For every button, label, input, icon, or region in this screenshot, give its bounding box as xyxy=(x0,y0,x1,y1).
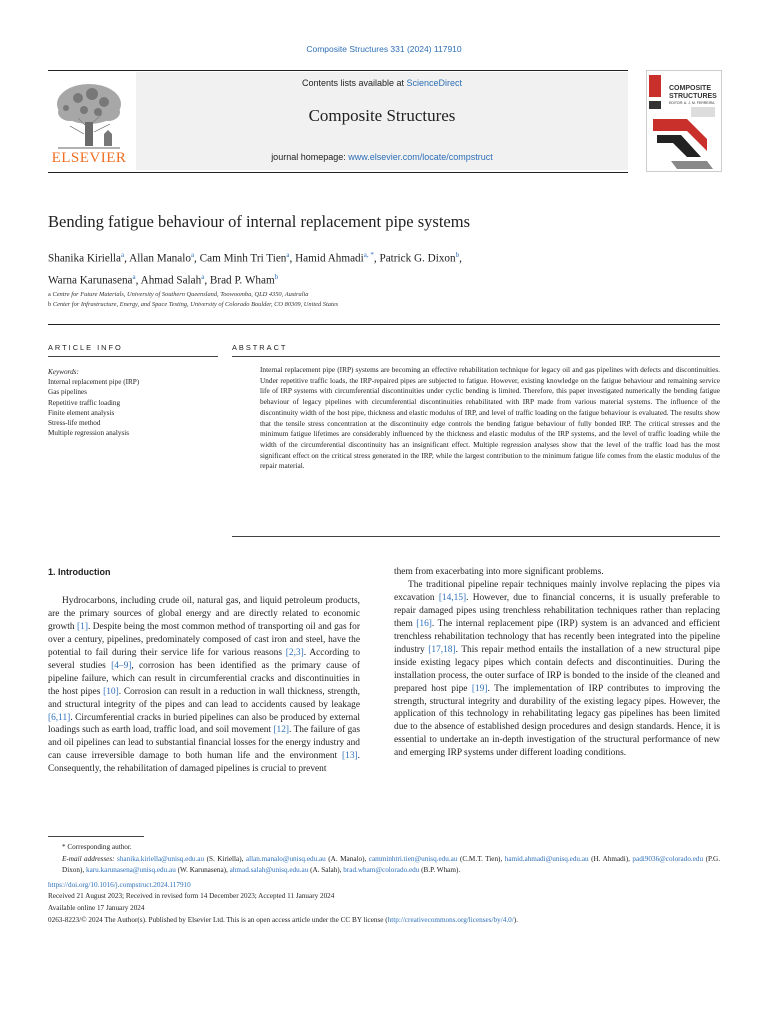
cover-editor: EDITOR: A. J. M. FERREIRA xyxy=(669,101,715,105)
email-link[interactable]: karu.karunasena@unisq.edu.au xyxy=(85,866,176,875)
author-name[interactable]: Shanika Kiriella xyxy=(48,252,122,265)
citation-link[interactable]: [4–9] xyxy=(111,660,132,671)
author-name[interactable]: Patrick G. Dixon xyxy=(379,252,456,265)
license-text: 0263-8223/© 2024 The Author(s). Published by Elsevier Ltd. This is an open access article under the CC BY license ( xyxy=(48,915,388,924)
paragraph-text: . However, due to financial concerns, it is usually preferable to repair damaged pipes using trenchless rehabilitation techniques rather than replacing them xyxy=(394,592,720,629)
affiliation-text: Centre for Future Materials, University of Southern Queensland, Toowoomba, QLD 4350, Australia xyxy=(52,291,309,298)
contents-line xyxy=(136,78,628,88)
paragraph-text: , corrosion has been identified as the primary cause of pipeline failure, which can result in circumferential cracks and discontinuities in the host pipes xyxy=(48,660,360,697)
paragraph-text: . The failure of gas and oil pipelines can lead to substantial financial losses for the energy industry and can cause irreversible damage to both human life and the environment xyxy=(48,725,360,762)
keyword-item: Multiple regression analysis xyxy=(48,429,130,438)
abstract-text: Internal replacement pipe (IRP) systems are becoming an effective rehabilitation technique for legacy oil and gas pipelines with defects and discontinuities. Under repetitive traffic loads, the IRP-repaired pipes are subjected to fatigue. However, existing knowledge on the fatigue behaviour and remaining service life of IRP systems with circumferential discontinuities under cyclic bending is limited. Therefore, this paper investigated numerically the bending fatigue behaviour of legacy pipelines with circumferential discontinuities rehabilitated with IRP made from various material systems. The influence of the discontinuity width of the host pipe, thickness and elastic modulus of IRP, and level of traffic loading on the fatigue behaviour is evaluated. The results show that the tensile stress concentration at the discontinuity edge controls the bending fatigue behaviour of fully bonded IRP. The critical stresses and the minimum fatigue lifetimes are considerably influenced by the thickness and elastic modulus of the IRP systems, and the level of traffic loading while the width of the circumferential discontinuity has an insignificant effect. Multiple regression analyses show that the level of the traffic load has the most significant effect on the critical stress generated in the IRP, while the largest contribution to the minimum fatigue life comes from the elastic modulus of the repair material. xyxy=(260,365,720,471)
author-name[interactable]: Brad P. Wham xyxy=(209,274,275,287)
author-affiliation-marker[interactable]: a xyxy=(132,272,136,281)
keywords-list xyxy=(48,367,223,438)
paragraph-text: . The implementation of IRP contributes to improving the strength, structural integrity and durability of the existing legacy pipes. However, the application of this technology in rehabilitating legacy gas pipelines has been limited due to the absence of established design procedures and design standards. Hence, it is essential to undertake an in-depth investigation of the structural performance of new and emerging IRP systems under different loading conditions. xyxy=(394,683,720,759)
author-affiliation-marker[interactable]: b xyxy=(455,251,460,259)
introduction-paragraph-2 xyxy=(394,579,720,760)
citation-link[interactable]: [17,18] xyxy=(428,644,456,655)
email-owner: (W. Karunasena), xyxy=(175,866,230,875)
contents-prefix: Contents lists available at xyxy=(301,78,407,88)
citation-link[interactable]: [13] xyxy=(342,751,358,762)
paragraph-text: . According to several studies xyxy=(48,647,361,671)
keyword-item: Stress-life method xyxy=(48,419,101,428)
author-affiliation-marker[interactable]: b xyxy=(274,272,279,281)
license-line xyxy=(48,915,720,927)
affiliations xyxy=(48,290,648,310)
citation-link[interactable]: [6,11] xyxy=(48,712,71,723)
journal-title: Composite Structures xyxy=(308,106,456,125)
paragraph-text: . The internal replacement pipe (IRP) system is an advanced and efficient trenchless rehabilitation technology that has recently been integrated into the pipeline industry xyxy=(394,618,720,655)
author-name[interactable]: Ahmad Salah xyxy=(140,274,202,287)
keyword-item: Finite element analysis xyxy=(48,408,115,417)
email-owner: (C.M.T. Tien), xyxy=(457,854,505,863)
body-column-left xyxy=(48,566,360,776)
license-suffix: ). xyxy=(513,915,518,924)
email-owner: (A. Salah), xyxy=(308,866,344,875)
license-link[interactable]: http://creativecommons.org/licenses/by/4.0/ xyxy=(387,915,514,924)
email-link[interactable]: brad.wham@colorado.edu xyxy=(343,866,420,875)
citation-link[interactable]: [12] xyxy=(273,725,290,736)
email-label: E-mail addresses: xyxy=(62,854,118,863)
email-owner: (A. Manalo), xyxy=(325,854,369,863)
journal-homepage-line xyxy=(136,152,628,162)
keyword-item: Internal replacement pipe (IRP) xyxy=(48,378,140,387)
author-name[interactable]: Warna Karunasena xyxy=(48,274,133,287)
email-owner: (B.P. Wham). xyxy=(419,866,461,875)
author-affiliation-marker[interactable]: a, * xyxy=(363,251,374,259)
author-list: Shanika Kiriella$^a$, Allan Manalo$^a$, Cam Minh Tri Tien$^a$, Hamid Ahmadi$^{a, *}$, Patrick G. Dixon$^b$, Warna Karunasena$^a$, Ahmad Salah$^a$, Brad P. Wham$^b$ xyxy=(48,251,462,287)
journal-cover-thumbnail[interactable] xyxy=(646,70,722,172)
author-affiliation-marker[interactable]: a xyxy=(201,272,205,281)
affiliation-item xyxy=(48,300,648,310)
citation-link[interactable]: [19] xyxy=(471,683,488,694)
received-dates: Received 21 August 2023; Received in revised form 14 December 2023; Accepted 11 January 2024 xyxy=(48,892,335,901)
abstract-heading: ABSTRACT xyxy=(232,343,288,352)
paragraph-text: . Despite being the most common method of transporting oil and gas for over a century, pipelines, predominately composed of cast iron and steel, have the potential to fail during their service life for various reasons xyxy=(48,621,360,658)
email-link[interactable]: shanika.kiriella@unisq.edu.au xyxy=(117,854,205,863)
available-online-date: Available online 17 January 2024 xyxy=(48,903,145,912)
keywords-label: Keywords: xyxy=(48,368,79,376)
elsevier-wordmark: ELSEVIER xyxy=(51,150,127,166)
email-list xyxy=(62,855,720,875)
footnotes xyxy=(48,842,720,926)
keyword-item: Gas pipelines xyxy=(48,388,87,397)
introduction-paragraph-1 xyxy=(48,595,360,776)
abstract-rule xyxy=(232,356,720,357)
email-link[interactable]: allan.manalo@unisq.edu.au xyxy=(245,854,326,863)
citation-link[interactable]: [1] xyxy=(77,621,88,632)
paragraph-text: . Corrosion can result in a reduction in wall thickness, strength, and structural integrity of the pipes and can lead to accidents caused by leakage xyxy=(48,686,360,710)
affiliation-item xyxy=(48,290,648,300)
author-affiliation-marker[interactable]: a xyxy=(286,251,290,259)
section-divider xyxy=(48,324,720,325)
citation-link[interactable]: [10] xyxy=(103,686,119,697)
author-name[interactable]: Cam Minh Tri Tien xyxy=(199,252,287,265)
article-title: Bending fatigue behaviour of internal replacement pipe systems xyxy=(48,212,470,231)
keyword-item: Repetitive traffic loading xyxy=(48,398,121,407)
journal-homepage-link[interactable]: www.elsevier.com/locate/compstruct xyxy=(348,152,493,162)
email-link[interactable]: hamid.ahmadi@unisq.edu.au xyxy=(504,854,589,863)
affiliation-marker: a xyxy=(48,291,51,298)
article-info-rule xyxy=(48,356,218,357)
body-column-right xyxy=(394,566,720,760)
email-addresses xyxy=(48,854,720,877)
author-affiliation-marker[interactable]: a xyxy=(121,251,125,259)
paragraph-text: . Circumferential cracks in buried pipelines can also be produced by external loadings such as earth load, traffic load, and soil movement xyxy=(48,712,360,736)
email-link[interactable]: ahmad.salah@unisq.edu.au xyxy=(229,866,309,875)
journal-reference[interactable]: Composite Structures 331 (2024) 117910 xyxy=(306,44,462,54)
affiliation-marker: b xyxy=(48,301,52,308)
email-owner: (S. Kiriella), xyxy=(204,854,246,863)
paragraph-text: . This repair method entails the installation of a new structural pipe inside existing legacy pipes which contain defects and discontinuities. During the installation process, the outer surface of IRP is bonded to the inside of the cleaned and prepared host pipe xyxy=(394,644,720,694)
citation-link[interactable]: [14,15] xyxy=(438,592,467,603)
sciencedirect-link[interactable]: ScienceDirect xyxy=(406,78,463,88)
doi-link[interactable]: https://doi.org/10.1016/j.compstruct.2024.117910 xyxy=(48,880,191,889)
citation-link[interactable]: [2,3] xyxy=(285,647,304,658)
cover-title-line-2: STRUCTURES xyxy=(669,93,717,100)
corresponding-author-note: * Corresponding author. xyxy=(62,843,132,851)
citation-link[interactable]: [16] xyxy=(416,618,432,629)
email-owner: (P.G. Dixon), xyxy=(62,854,720,875)
homepage-prefix: journal homepage: xyxy=(271,152,349,162)
author-name[interactable]: Allan Manalo xyxy=(129,252,191,265)
cover-title-line-1: COMPOSITE xyxy=(669,85,712,92)
affiliation-text: Center for Infrastructure, Energy, and Space Testing, University of Colorado Boulder, CO 80309, United States xyxy=(52,301,339,308)
email-link[interactable]: camminhtri.tien@unisq.edu.au xyxy=(368,854,458,863)
header-top-rule xyxy=(48,70,628,71)
email-owner: (H. Ahmadi), xyxy=(588,854,633,863)
header-bottom-rule xyxy=(48,172,628,173)
author-name[interactable]: Hamid Ahmadi xyxy=(295,252,364,265)
paragraph-text: The traditional pipeline repair techniques mainly involve replacing the pipes via excavation xyxy=(394,579,720,603)
introduction-paragraph-1-continued: them from exacerbating into more significant problems. xyxy=(394,567,604,577)
paragraph-text: . Consequently, the rehabilitation of damaged pipelines is crucial to prevent xyxy=(48,751,360,775)
author-affiliation-marker[interactable]: a xyxy=(190,251,195,259)
email-link[interactable]: padi9036@colorado.edu xyxy=(632,854,704,863)
paragraph-text: Hydrocarbons, including crude oil, natural gas, and liquid petroleum products, are the primary sources of global energy and are directly related to economic growth xyxy=(48,595,360,632)
abstract-bottom-rule xyxy=(232,536,720,537)
article-info-heading: ARTICLE INFO xyxy=(48,343,123,352)
footnote-rule xyxy=(48,836,144,837)
section-heading-introduction: 1. Introduction xyxy=(48,567,111,577)
cover-title xyxy=(669,85,717,106)
